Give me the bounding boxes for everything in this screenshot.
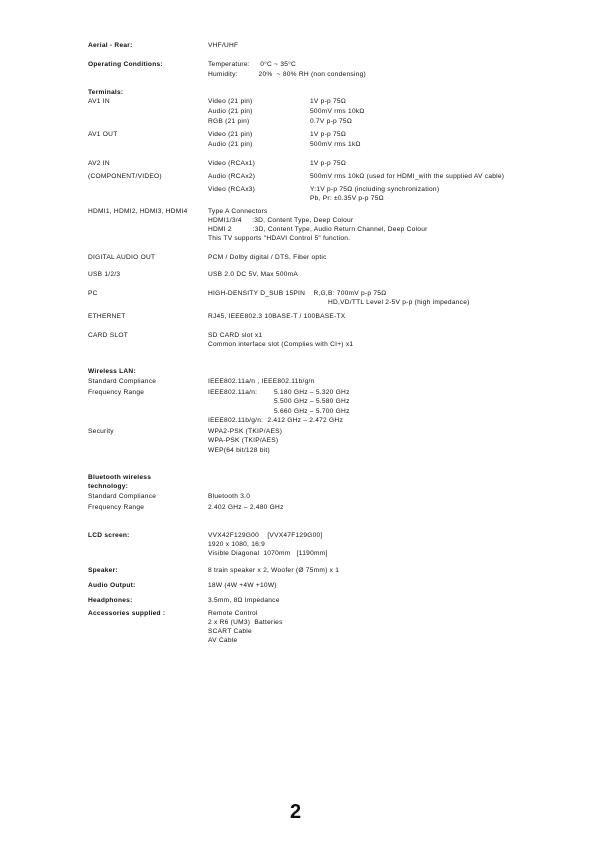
wireless-freq-label: Frequency Range xyxy=(88,389,145,396)
audio-output-label: Audio Output: xyxy=(88,582,136,589)
ethernet-label: ETHERNET xyxy=(88,313,126,320)
hdmi-connector: Type A Connectors xyxy=(208,208,268,215)
digital-audio-value: PCM / Dolby digital / DTS, Fiber optic xyxy=(208,254,327,261)
wireless-freq-a-value: 5.660 GHz – 5.700 GHz xyxy=(274,408,350,415)
lcd-line2: 1920 x 1080, 16:9 xyxy=(208,541,266,548)
hdmi-2: HDMI 2 :3D, Content Type, Audio Return Channel, Deep Colour xyxy=(208,226,428,233)
speaker-label: Speaker: xyxy=(88,567,118,574)
terminals-title: Terminals: xyxy=(88,89,124,96)
audio-output-value: 18W (4W +4W +10W) xyxy=(208,582,277,589)
av2-in-row-name: Audio (RCAx2) xyxy=(208,173,256,180)
bluetooth-freq-value: 2.402 GHz – 2.480 GHz xyxy=(208,504,284,511)
av2-in-row-name: Video (RCAx3) xyxy=(208,186,256,193)
bluetooth-title-cont: technology: xyxy=(88,483,129,490)
accessories-label: Accessories supplied : xyxy=(88,610,166,617)
wireless-standard-value: IEEE802.11a/n , IEEE802.11b/g/n xyxy=(208,378,315,385)
av2-in-row-spec: Y:1V p-p 75Ω (including synchronization) xyxy=(310,186,440,193)
accessories-item: Remote Control xyxy=(208,610,258,617)
wireless-standard-label: Standard Compliance xyxy=(88,378,157,385)
av1-out-row-spec: 500mV rms 1kΩ xyxy=(310,141,361,148)
av1-in-row-name: Video (21 pin) xyxy=(208,98,253,105)
wireless-freq-bgn: IEEE802.11b/g/n: 2.412 GHz – 2.472 GHz xyxy=(208,417,343,424)
av1-in-row-name: RGB (21 pin) xyxy=(208,118,250,125)
ethernet-value: RJ45, IEEE802.3 10BASE-T / 100BASE-TX xyxy=(208,313,346,320)
wireless-freq-a: IEEE802.11a/n: xyxy=(208,389,258,396)
av2-in-row-spec: 1V p-p 75Ω xyxy=(310,160,347,167)
av2-in-row-spec: 500mV rms 10kΩ (used for HDMI_with the supplied AV cable) xyxy=(310,173,505,180)
av1-in-label: AV1 IN xyxy=(88,98,110,105)
pc-value: HIGH-DENSITY D_SUB 15PIN R,G,B: 700mV p-p 75Ω xyxy=(208,290,387,297)
wireless-security-value: WPA2-PSK (TKIP/AES) xyxy=(208,428,283,435)
lcd-line1: VVX42F129G00 [VVX47F129G00] xyxy=(208,532,323,539)
wireless-security-value: WPA-PSK (TKIP/AES) xyxy=(208,437,279,444)
page-number: 2 xyxy=(290,801,302,823)
bluetooth-freq-label: Frequency Range xyxy=(88,504,145,511)
av2-in-extra: Pb, Pr: ±0.35V p-p 75Ω xyxy=(310,195,384,202)
operating-temperature: Temperature: 0°C ~ 35°C xyxy=(208,61,297,68)
accessories-item: SCART Cable xyxy=(208,628,252,635)
av2-in-label: AV2 IN xyxy=(88,160,110,167)
av2-in-sublabel: (COMPONENT/VIDEO) xyxy=(88,173,162,180)
bluetooth-standard-value: Bluetooth 3.0 xyxy=(208,493,251,500)
aerial-label: Aerial - Rear: xyxy=(88,42,133,49)
av1-out-row-spec: 1V p-p 75Ω xyxy=(310,131,347,138)
lcd-label: LCD screen: xyxy=(88,532,130,539)
hdmi-label: HDMI1, HDMI2, HDMI3, HDMI4 xyxy=(88,208,188,215)
pc-label: PC xyxy=(88,290,98,297)
av2-in-row-name: Video (RCAx1) xyxy=(208,160,256,167)
accessories-item: 2 x R6 (UM3) Batteries xyxy=(208,619,283,626)
hdmi-viera: This TV supports "HDAVI Control 5" function. xyxy=(208,235,351,242)
card-slot-label: CARD SLOT xyxy=(88,332,128,339)
av1-in-row-spec: 0.7V p-p 75Ω xyxy=(310,118,353,125)
aerial-value: VHF/UHF xyxy=(208,42,239,49)
operating-humidity: Humidity: 20% ~ 80% RH (non condensing) xyxy=(208,71,366,78)
bluetooth-standard-label: Standard Compliance xyxy=(88,493,157,500)
accessories-item: AV Cable xyxy=(208,637,238,644)
wireless-freq-a-value: 5.500 GHz – 5.580 GHz xyxy=(274,398,350,405)
av1-in-row-spec: 500mV rms 10kΩ xyxy=(310,108,365,115)
headphones-label: Headphones: xyxy=(88,597,133,604)
usb-label: USB 1/2/3 xyxy=(88,271,121,278)
av1-out-label: AV1 OUT xyxy=(88,131,118,138)
digital-audio-label: DIGITAL AUDIO OUT xyxy=(88,254,156,261)
hdmi-134: HDMI1/3/4 :3D, Content Type, Deep Colour xyxy=(208,217,354,224)
usb-value: USB 2.0 DC 5V, Max 500mA xyxy=(208,271,299,278)
av1-in-row-spec: 1V p-p 75Ω xyxy=(310,98,347,105)
speaker-value: 8 train speaker x 2, Woofer (Ø 75mm) x 1 xyxy=(208,567,340,574)
card-slot-line1: SD CARD slot x1 xyxy=(208,332,263,339)
wireless-security-value: WEP(64 bit/128 bit) xyxy=(208,447,270,454)
card-slot-line2: Common interface slot (Complies with CI+) x1 xyxy=(208,341,354,348)
av1-out-row-name: Video (21 pin) xyxy=(208,131,253,138)
pc-extra: HD,VD/TTL Level 2-5V p-p (high impedance) xyxy=(328,299,470,306)
wireless-freq-a-value: 5.180 GHz – 5.320 GHz xyxy=(274,389,350,396)
av1-in-row-name: Audio (21 pin) xyxy=(208,108,253,115)
operating-label: Operating Conditions: xyxy=(88,61,163,68)
wireless-title: Wireless LAN: xyxy=(88,368,136,375)
wireless-security-label: Security xyxy=(88,428,114,435)
headphones-value: 3.5mm, 8Ω Impedance xyxy=(208,597,280,604)
av1-out-row-name: Audio (21 pin) xyxy=(208,141,253,148)
bluetooth-title: Bluetooth wireless xyxy=(88,474,152,481)
lcd-line3: Visible Diagonal 1070mm [1190mm] xyxy=(208,550,328,557)
